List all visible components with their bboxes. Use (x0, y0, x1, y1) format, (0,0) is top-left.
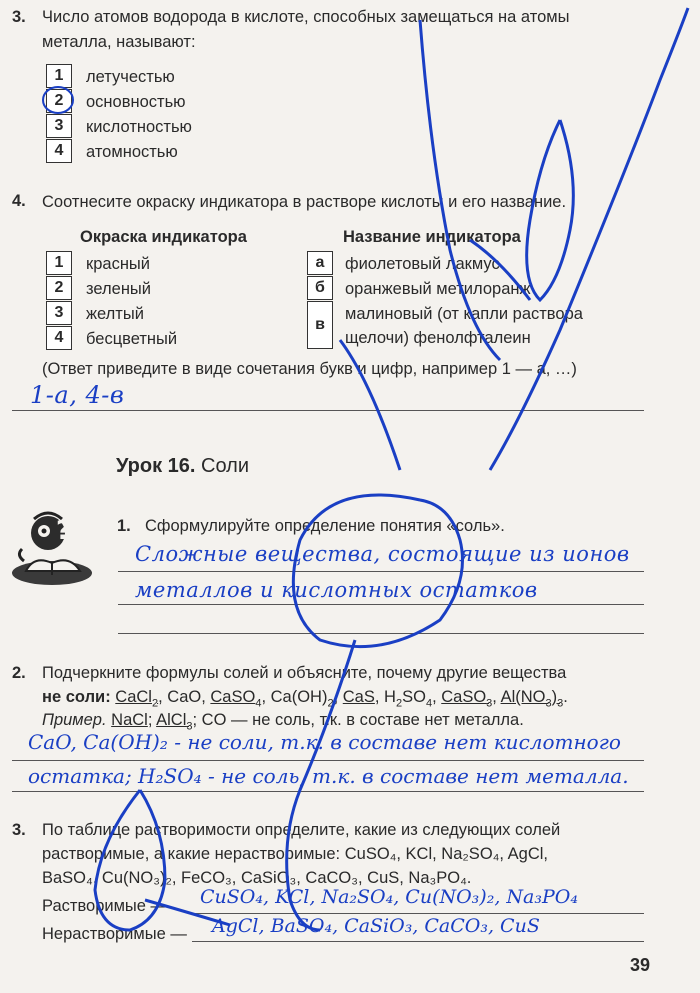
q4-color-4-box: 4 (46, 326, 72, 350)
l1-text: Сформулируйте определение понятия «соль». (145, 517, 505, 535)
q3a-option-2-box: 2 (46, 89, 72, 113)
svg-text:?: ? (56, 516, 72, 546)
l3-insoluble-answer: AgCl, BaSO₄, CaSiO₃, CaCO₃, CuS (212, 915, 540, 937)
example-rest: ; CO — не соль, т.к. в составе нет металла. (192, 711, 524, 729)
q4-answer: 1-а, 4-в (30, 381, 125, 409)
q3a-option-4: атомностью (86, 143, 178, 161)
l2-answer-line1: CaO, Ca(OH)₂ - не соли, т.к. в составе нет кислотного (28, 730, 621, 754)
l2-example-label: Пример. (42, 711, 107, 729)
l3-insoluble-line (192, 941, 644, 942)
l1-number: 1. (117, 517, 131, 535)
q4-color-3: желтый (86, 305, 144, 323)
q4-name-b-box: б (307, 276, 333, 300)
q3a-option-1: летучестью (86, 68, 175, 86)
l3-soluble-label: Растворимые — (42, 897, 168, 915)
example-alcl3: AlCl$_3$ (156, 711, 193, 733)
q3a-number: 3. (12, 8, 26, 26)
l1-line2 (118, 604, 644, 605)
l3-soluble-line (192, 913, 644, 914)
q4-color-3-box: 3 (46, 301, 72, 325)
l2-not-salts: не соли: (42, 688, 111, 706)
lesson-title-topic: Соли (195, 455, 250, 477)
formula-caso3: CaSO$_3$ (441, 688, 493, 710)
q4-number: 4. (12, 192, 26, 210)
q4-text: Соотнесите окраску индикатора в растворе кислоты и его название. (42, 193, 567, 211)
q3a-option-2: основностью (86, 93, 186, 111)
l2-line1: Подчеркните формулы солей и объясните, почему другие вещества (42, 664, 567, 682)
l3-line2: растворимые, а какие нерастворимые: CuSO₄, KCl, Na₂SO₄, AgCl, (42, 845, 548, 863)
thinking-figure-icon (4, 505, 100, 590)
example-nacl: NaCl (111, 711, 148, 729)
l2-line1 (12, 760, 644, 761)
l2-example: Пример. NaCl; AlCl$_3$; CO — не соль, т.к. в составе нет металла. (42, 711, 524, 733)
q3a-option-4-box: 4 (46, 139, 72, 163)
l1-line1 (118, 571, 644, 572)
q4-color-2: зеленый (86, 280, 152, 298)
q4-answer-line (12, 410, 644, 411)
l3-soluble-answer: CuSO₄, KCl, Na₂SO₄, Cu(NO₃)₂, Na₃PO₄ (200, 886, 578, 908)
lesson-title-number: Урок 16. (116, 455, 196, 477)
formula-cao: CaO (167, 688, 202, 706)
l2-line2: не соли: CaCl$_2$, CaO, CaSO$_4$, $Ca(OH)_2$, CaS, $H_2SO_4$, CaSO$_3$, $Al(NO_3)_3$. (42, 688, 568, 710)
q4-name-v-line1: малиновый (от капли раствора (345, 305, 583, 323)
l3-line1: По таблице растворимости определите, какие из следующих солей (42, 821, 561, 839)
q4-col1-title: Окраска индикатора (80, 228, 247, 246)
q3a-line1: Число атомов водорода в кислоте, способных замещаться на атомы (42, 8, 570, 26)
q4-color-2-box: 2 (46, 276, 72, 300)
q4-name-a: фиолетовый лакмус (345, 255, 500, 273)
q3a-option-3: кислотностью (86, 118, 192, 136)
l3-line3: BaSO₄, Cu(NO₃)₂, FeCO₃, CaSiO₃, CaCO₃, CuS, Na₃PO₄. (42, 869, 472, 887)
l2-line2 (12, 791, 644, 792)
page-number: 39 (630, 955, 651, 975)
q4-note: (Ответ приведите в виде сочетания букв и цифр, например 1 — а, …) (42, 360, 577, 378)
formula-caso4: CaSO$_4$ (210, 688, 262, 710)
l1-answer-line1: Сложные вещества, состоящие из ионов (135, 542, 630, 566)
lesson-title (116, 455, 249, 478)
formula-cacl2: CaCl$_2$ (115, 688, 159, 710)
formula-alno3: $Al(NO_3)_3$ (500, 688, 564, 710)
l2-number: 2. (12, 664, 26, 682)
q4-name-a-box: а (307, 251, 333, 275)
q4-color-1-box: 1 (46, 251, 72, 275)
q4-name-v-box: в (307, 301, 333, 349)
q3a-line2: металла, называют: (42, 33, 196, 51)
l1-answer-line2: металлов и кислотных остатков (135, 578, 538, 602)
formula-cas: CaS (342, 688, 375, 706)
q4-color-1: красный (86, 255, 151, 273)
formula-caoh2: $Ca(OH)_2$ (270, 688, 334, 710)
q3a-option-1-box: 1 (46, 64, 72, 88)
formula-h2so4: $H_2SO_4$ (384, 688, 433, 710)
l3-number: 3. (12, 821, 26, 839)
q3a-option-3-box: 3 (46, 114, 72, 138)
q4-color-4: бесцветный (86, 330, 178, 348)
l1-line3 (118, 633, 644, 634)
l3-insoluble-label: Нерастворимые — (42, 925, 187, 943)
q4-name-b: оранжевый метилоранж (345, 280, 531, 298)
q4-col2-title: Название индикатора (343, 228, 521, 246)
l2-answer-line2: остатка; H₂SO₄ - не соль, т.к. в составе нет металла. (28, 764, 629, 788)
q4-name-v-line2: щелочи) фенолфталеин (345, 329, 531, 347)
